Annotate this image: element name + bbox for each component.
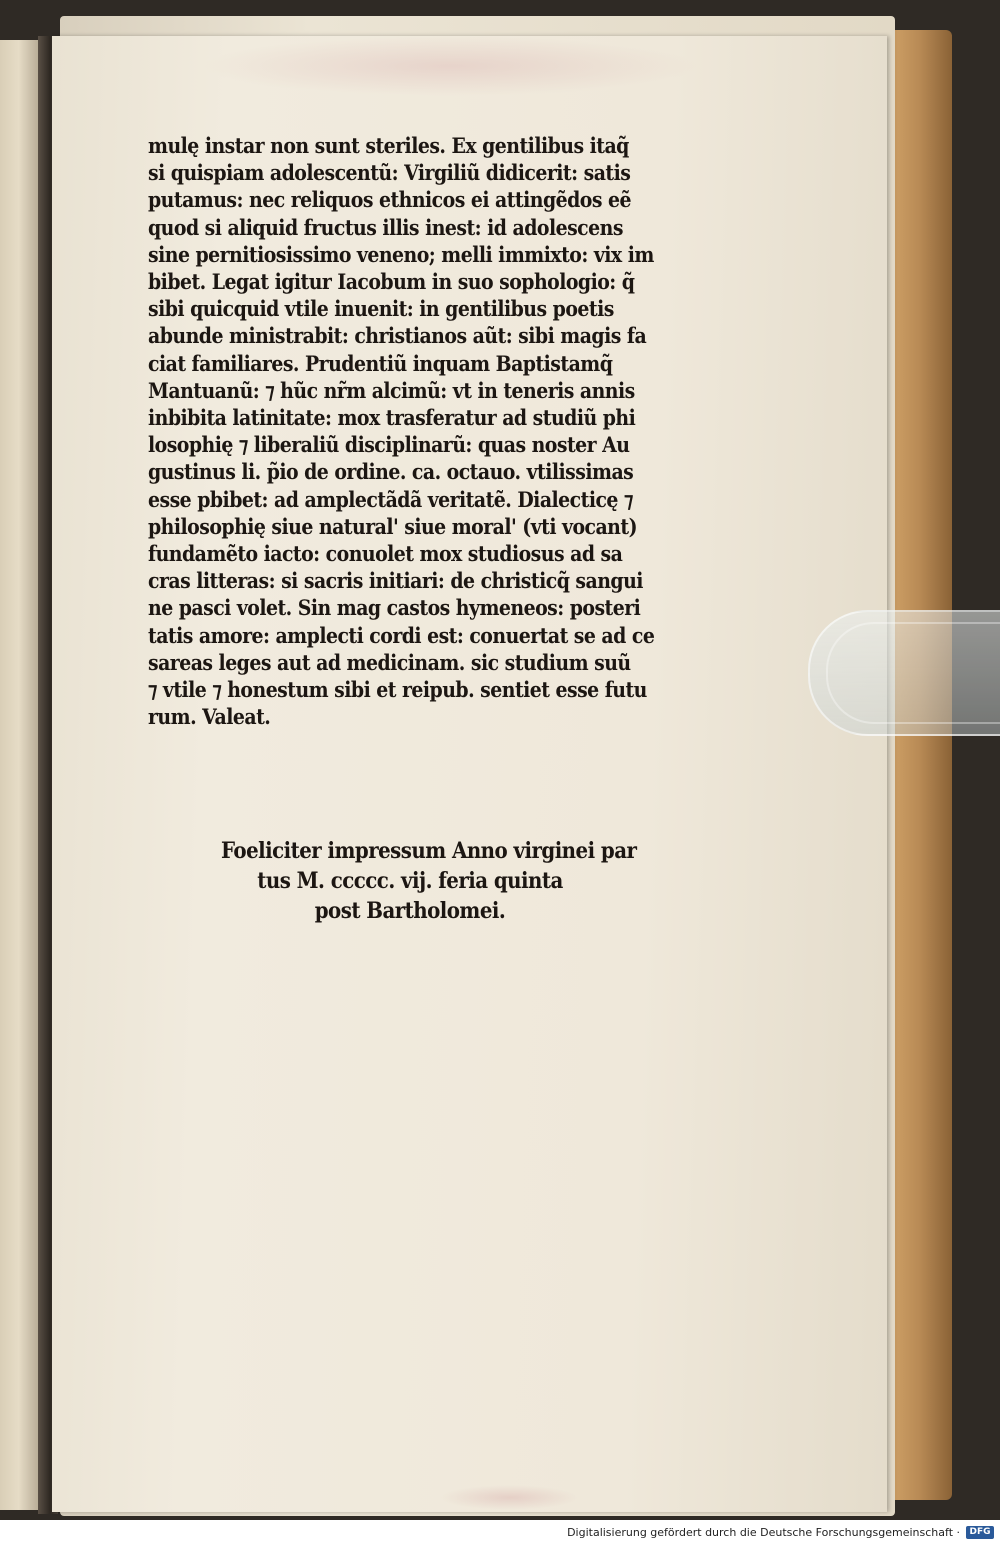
text-line: ne pasci volet. Sin mag castos hymeneos: posteri <box>148 595 641 621</box>
colophon-line: tus M. ccccc. vij. feria quinta <box>257 868 563 894</box>
body-text <box>148 132 748 730</box>
text-line: philosophię siue natural' siue moral' (vti vocant) <box>148 513 637 539</box>
colophon <box>200 836 637 926</box>
colophon-line: post Bartholomei. <box>314 898 506 924</box>
page-stain <box>200 36 700 96</box>
glass-clip-inner <box>826 622 1000 724</box>
text-line: inbibita latinitate: mox trasferatur ad studiũ phi <box>148 405 636 431</box>
text-line: putamus: nec reliquos ethnicos ei attingẽdos eẽ <box>148 187 631 213</box>
text-line: cras litteras: si sacris initiari: de christicq̃ sangui <box>148 568 643 594</box>
text-line: sareas leges aut ad medicinam. sic studium suũ <box>148 649 631 675</box>
text-line: esse pbibet: ad amplectãdã veritatẽ. Dialecticę ⁊ <box>148 486 633 512</box>
dfg-logo: DFG <box>966 1526 994 1539</box>
text-line: Mantuanũ: ⁊ hũc nr̃m alcimũ: vt in teneris annis <box>148 377 635 403</box>
text-line: mulę instar non sunt steriles. Ex gentilibus itaq̃ <box>148 133 629 158</box>
text-line: sine pernitiosissimo veneno; melli immixto: vix im <box>148 241 654 267</box>
text-line: fundamẽto iacto: conuolet mox studiosus ad sa <box>148 541 623 567</box>
page-stain-bottom <box>440 1485 580 1510</box>
funding-credit: Digitalisierung gefördert durch die Deutsche Forschungsgemeinschaft · <box>567 1526 960 1539</box>
text-line: tatis amore: amplecti cordi est: conuertat se ad ce <box>148 622 655 648</box>
text-line: rum. Valeat. <box>148 704 271 730</box>
text-line: gustinus li. p̃io de ordine. ca. octauo. vtilissimas <box>148 459 634 485</box>
text-line: bibet. Legat igitur Iacobum in suo sophologio: q̃ <box>148 269 635 295</box>
text-line: ⁊ vtile ⁊ honestum sibi et reipub. sentiet esse futu <box>148 677 647 703</box>
text-line: sibi quicquid vtile inuenit: in gentilibus poetis <box>148 296 614 322</box>
text-line: si quispiam adolescentũ: Virgiliũ didicerit: satis <box>148 160 631 186</box>
text-line: losophię ⁊ liberaliũ disciplinarũ: quas noster Au <box>148 432 630 458</box>
text-line: quod si aliquid fructus illis inest: id adolescens <box>148 214 623 240</box>
text-line: abunde ministrabit: christianos aũt: sibi magis fa <box>148 323 647 349</box>
text-line: ciat familiares. Prudentiũ inquam Baptistamq̃ <box>148 350 613 376</box>
colophon-line: Foeliciter impressum Anno virginei par <box>221 838 637 864</box>
